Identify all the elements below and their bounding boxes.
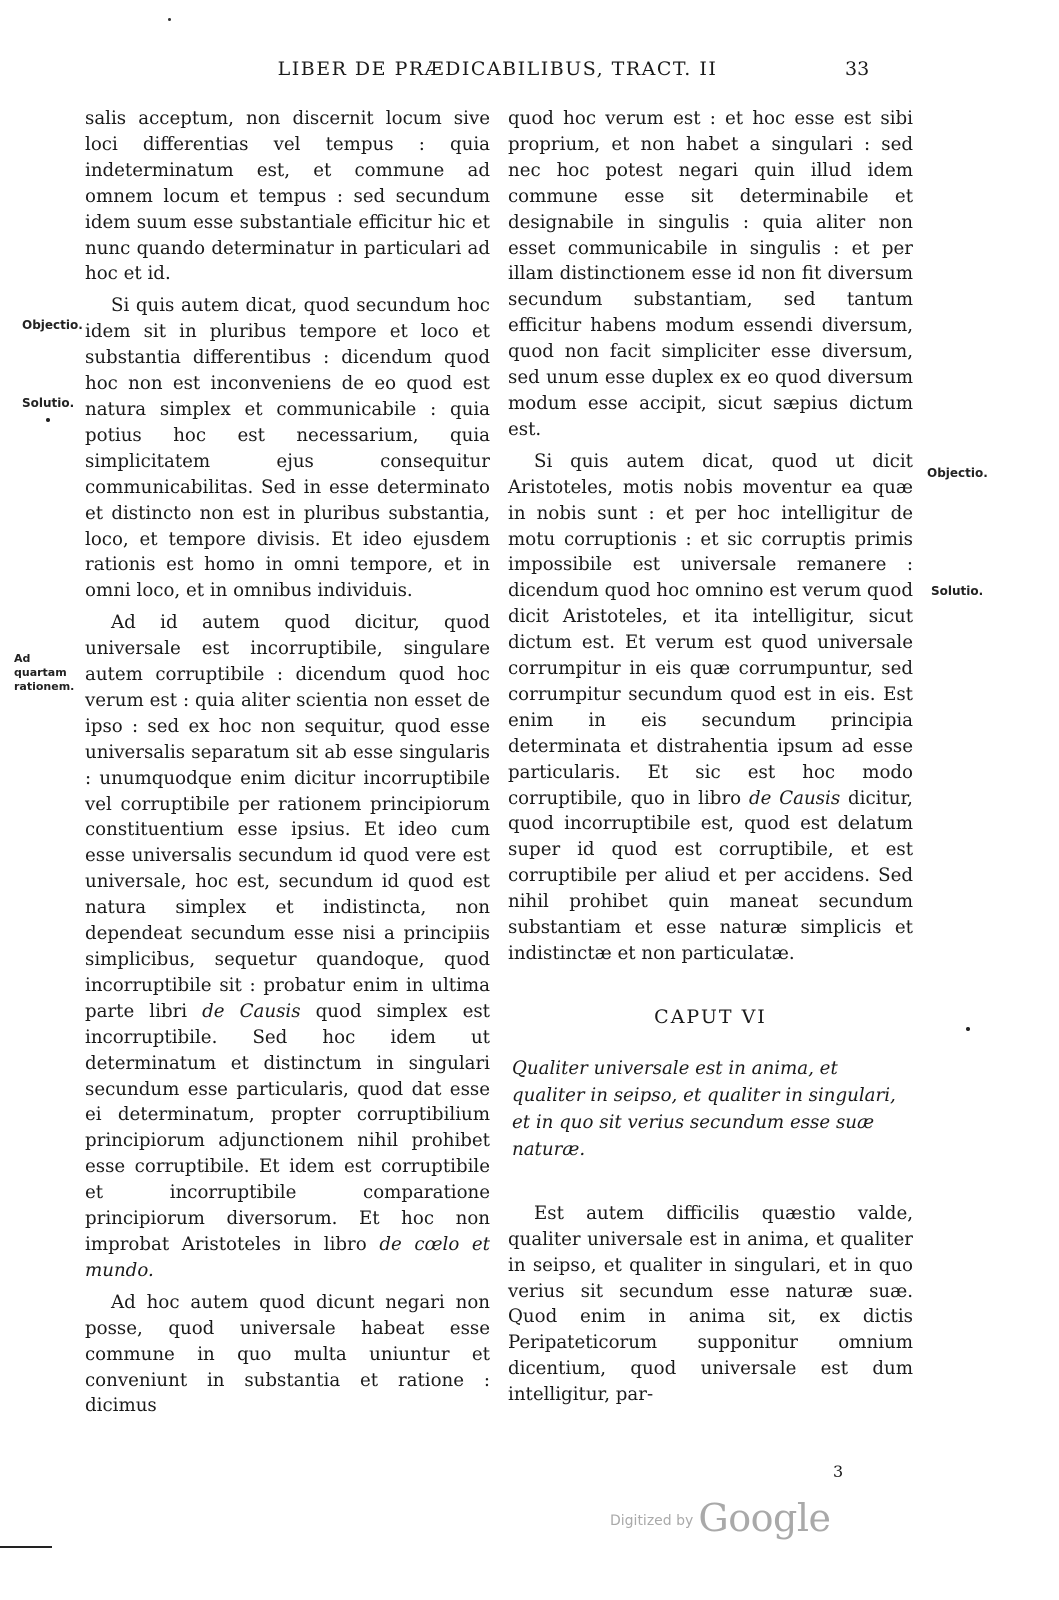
left-paragraph-1: salis acceptum, non discernit locum sive loci differentias vel tempus : quia indeterminatum est, et commune ad omnem locum et tempus : sed secundum idem suum esse substantiale efficitur hic et nunc quando determinatur in particulari ad hoc et id. xyxy=(85,108,490,285)
margin-note-solutio-left: Solutio. xyxy=(22,396,75,410)
chapter-heading: CAPUT VI xyxy=(654,1005,767,1028)
page-number: 33 xyxy=(845,58,870,80)
margin-bullet-right xyxy=(966,1027,970,1031)
margin-note-objectio-right: Objectio. xyxy=(927,466,988,480)
stray-dot xyxy=(168,18,171,21)
right-paragraph-3: Est autem difficilis quæstio valde, qualiter universale est in anima, et qualiter in seipso, et qualiter in singulari, et in quo verius sit secundum esse naturæ suæ. Quod enim in anima sit, ex dictis Peripateticorum supponitur omnium dicentium, quod universale est dum intelligitur, par- xyxy=(508,1202,913,1406)
corner-rule xyxy=(0,1546,52,1548)
left-paragraph-3-text-a: Ad id autem quod dicitur, quod universale est incorruptibile, singulare autem corruptibile : dicendum quod hoc verum est : quia aliter scientia non esset de ipso : sed ex hoc non sequitur, quod esse universalis separatum sit ab esse singularis : unumquodque enim dicitur incorruptibile vel corruptibile per rationem principiorum constituentium esse ipsius. Et ideo cum esse universalis secundum id quod vere est universale, hoc est, secundum id quod est natura simplex et indistincta, non dependeat secundum esse nisi a principiis simplicibus, sequetur quandoque, quod incorruptibile sit : probatur enim in ultima parte libri xyxy=(85,612,490,1022)
chapter-summary: Qualiter universale est in anima, et qualiter in seipso, et qualiter in singulari, et in quo sit verius secundum esse suæ naturæ. xyxy=(512,1057,896,1160)
margin-note-solutio-right: Solutio. xyxy=(931,584,984,598)
google-logo: Google xyxy=(698,1496,831,1540)
running-title: LIBER DE PRÆDICABILIBUS, TRACT. II xyxy=(277,58,718,80)
left-paragraph-2: Si quis autem dicat, quod secundum hoc idem sit in pluribus tempore et loco et substantia differentibus : dicendum quod hoc non est inconveniens de eo quod est natura simplex et communicabile : quia potius hoc est necessarium, quia simplicitatem ejus consequitur communicabilitas. Sed in esse determinato et distincto non est in pluribus substantia, loco, et tempore divisis. Et ideo ejusdem rationis est homo in omni tempore, et in omni loco, et in omnibus individuis. xyxy=(85,295,490,602)
margin-note-ad-quartam: Ad quartam rationem. xyxy=(14,652,75,693)
digitized-watermark xyxy=(610,1496,830,1540)
citation-de-causis-right: de Causis xyxy=(748,787,841,809)
left-paragraph-3 xyxy=(85,610,490,1284)
signature-mark: 3 xyxy=(833,1462,844,1481)
citation-de-coelo: de cœlo et mundo. xyxy=(85,1233,490,1281)
left-column xyxy=(85,106,490,1419)
right-paragraph-2 xyxy=(508,449,913,967)
citation-de-causis-left: de Causis xyxy=(202,1000,301,1022)
left-paragraph-4: Ad hoc autem quod dicunt negari non posse, quod universale habeat esse commune in quo multa uniuntur et conveniunt in substantia et ratione : dicimus xyxy=(85,1291,490,1417)
margin-bullet xyxy=(46,418,50,422)
right-paragraph-2-text-a: Si quis autem dicat, quod ut dicit Aristoteles, motis nobis moventur ea quæ in nobis sunt : et per hoc intelligitur de motu corruptionis : et sic corruptis primis impossibile est universale remanere : dicendum quod hoc omnino est verum quod dicit Aristoteles, et ita intelligitur, sicut dictum est. Et verum est quod universale corrumpitur in eis quæ corrumpuntur, sed corrumpitur secundum quod est in eis. Est enim in eis secundum principia determinata et distrahentia ipsum ad esse particularis. Et sic est hoc modo corruptibile, quo in libro xyxy=(508,450,913,809)
digitized-by-text: Digitized by xyxy=(610,1513,694,1529)
right-paragraph-1: quod hoc verum est : et hoc esse est sibi proprium, et non habet a singulari : sed nec hoc potest negari quin illud idem commune esse sit determinabile et designabile in singulis : quia aliter non esset communicabile in singulis : et per illam distinctionem esse id non fit diversum secundum substantiam, sed tantum efficitur habens modum essendi diversum, quod non facit simpliciter esse diversum, sed unum esse duplex ex eo quod diversum modum esse accipit, sicut sæpius dictum est. xyxy=(508,108,913,440)
margin-note-objectio-left: Objectio. xyxy=(22,318,83,332)
right-paragraph-2-text-b: dicitur, quod incorruptibile est, quod est delatum super id quod est corruptibile, et est corruptibile per aliud et per accidens. Sed nihil prohibet quin maneat secundum substantiam et esse naturæ simplicis et indistinctæ et non particulatæ. xyxy=(508,787,913,964)
left-paragraph-3-text-b: quod simplex est incorruptibile. Sed hoc idem ut determinatum et distinctum in singulari secundum esse particularis, quod dat esse ei determinatum, propter corruptibilium principiorum adjunctionem nihil prohibet esse corruptibile. Et idem est corruptibile et incorruptibile comparatione principiorum diversorum. Et hoc non improbat Aristoteles in libro xyxy=(85,1000,490,1255)
right-column xyxy=(508,106,913,1408)
